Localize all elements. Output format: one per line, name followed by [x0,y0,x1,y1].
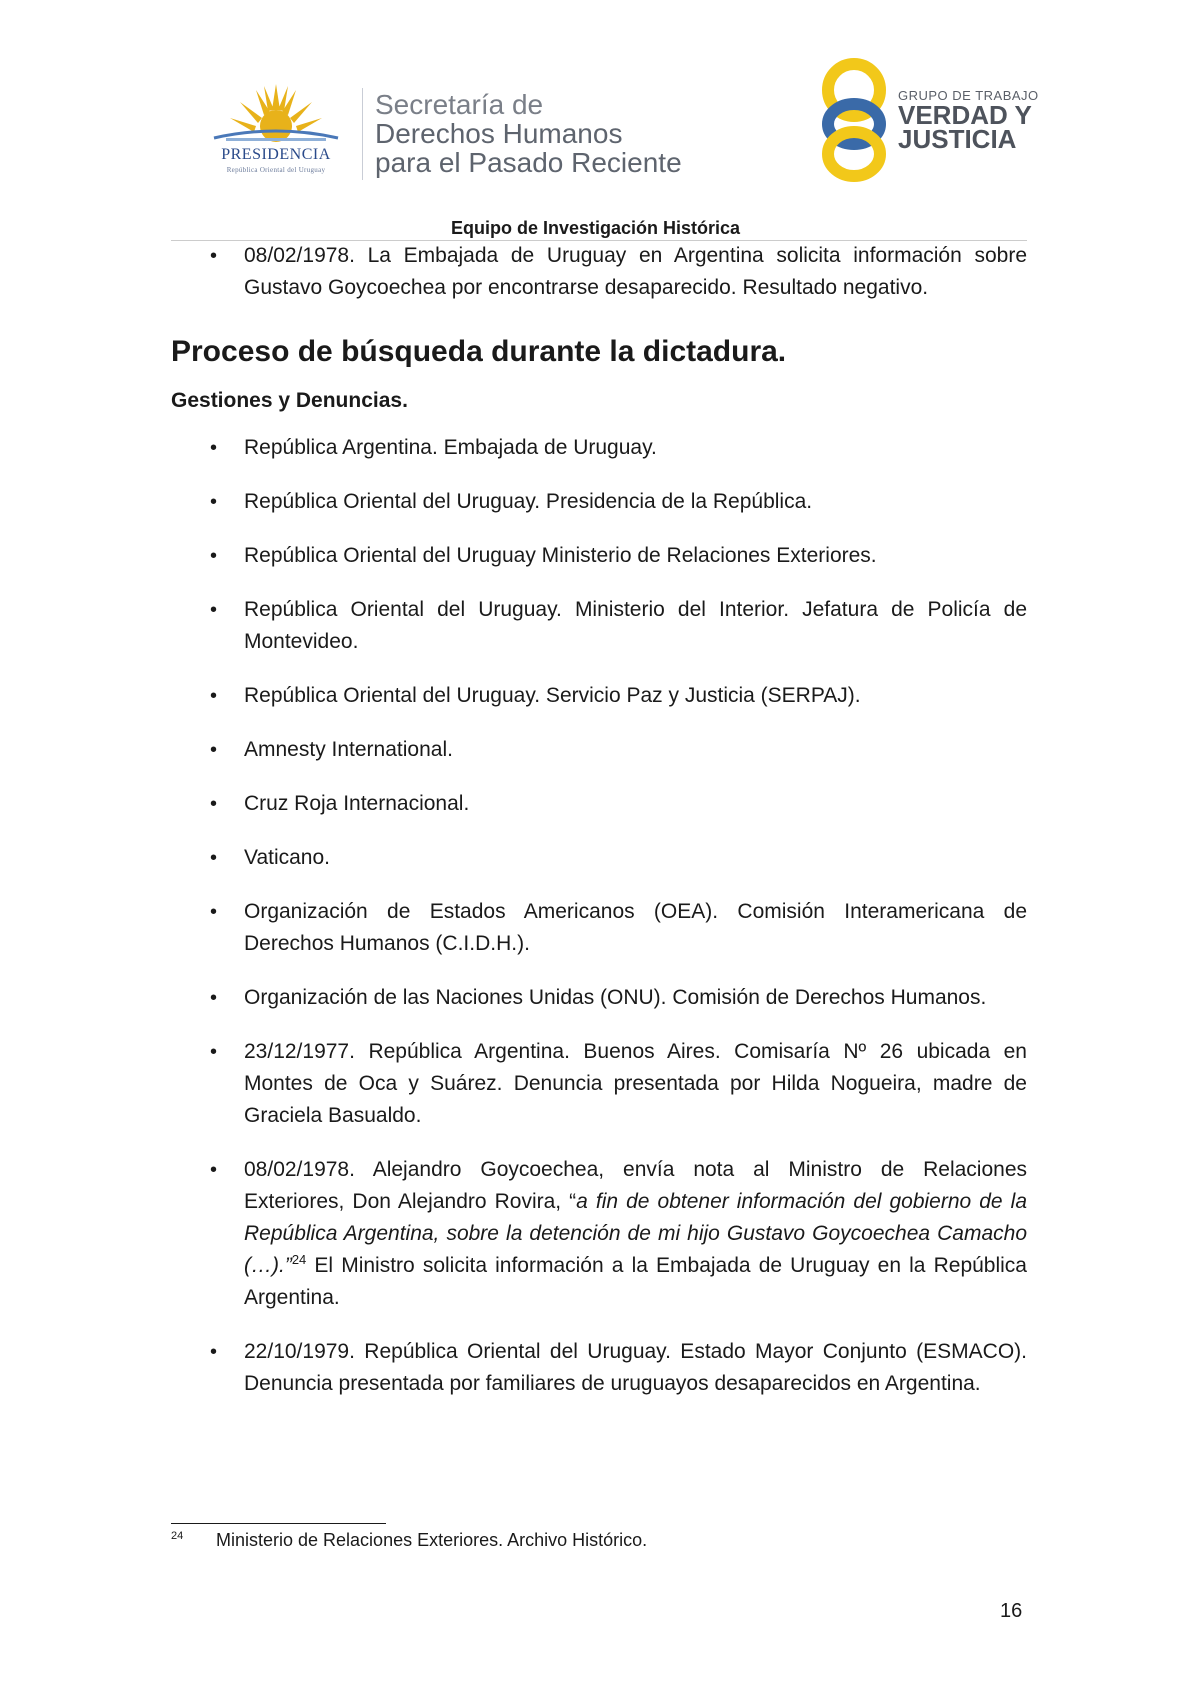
list-item: • 22/10/1979. República Oriental del Uruguay. Estado Mayor Conjunto (ESMACO). Denuncia presentada por familiares de uruguayos desaparecidos en Argentina. [171,1336,1027,1400]
list-item: • Amnesty International. [171,734,1027,766]
presidencia-subtitle: República Oriental del Uruguay [226,166,326,174]
page-content [171,240,1027,1422]
list-item: • República Oriental del Uruguay. Servicio Paz y Justicia (SERPAJ). [171,680,1027,712]
footnote-text: Ministerio de Relaciones Exteriores. Archivo Histórico. [216,1530,648,1550]
grupo-trabajo-label: GRUPO DE TRABAJO [898,88,1039,103]
list-item: • Cruz Roja Internacional. [171,788,1027,820]
footnote-number: 24 [171,1530,184,1542]
list-item: • Organización de Estados Americanos (OEA). Comisión Interamericana de Derechos Humanos (C.I.D.H.). [171,896,1027,960]
footnote-rule [171,1523,386,1524]
nota-text: 08/02/1978. Alejandro Goycoechea, envía nota al Ministro de Relaciones Exteriores, Don Alejandro Rovira, “ [244,1158,1027,1213]
list-item: • Organización de las Naciones Unidas (ONU). Comisión de Derechos Humanos. [171,982,1027,1014]
list-item: • República Oriental del Uruguay. Ministerio del Interior. Jefatura de Policía de Montevideo. [171,594,1027,658]
section-subheading: Gestiones y Denuncias. [171,389,408,412]
gestiones-list [171,432,1027,1400]
justicia-label: JUSTICIA [898,124,1017,154]
sun-icon [196,80,356,146]
list-item: • República Oriental del Uruguay. Presidencia de la República. [171,486,1027,518]
header-divider [362,88,363,180]
secretaria-line-1: Secretaría de [375,89,544,120]
presidencia-name: PRESIDENCIA [221,146,331,163]
list-item: • República Argentina. Embajada de Uruguay. [171,432,1027,464]
secretaria-line-2: Derechos Humanos [375,118,623,149]
top-list [171,240,1027,304]
team-title: Equipo de Investigación Histórica [450,218,741,238]
list-item: • República Oriental del Uruguay Ministerio de Relaciones Exteriores. [171,540,1027,572]
secretaria-line-3: para el Pasado Reciente [375,147,682,178]
page-number: 16 [1000,1600,1023,1622]
list-item: • 23/12/1977. República Argentina. Buenos Aires. Comisaría Nº 26 ubicada en Montes de Oca y Suárez. Denuncia presentada por Hilda Nogueira, madre de Graciela Basualdo. [171,1036,1027,1132]
presidencia-logo [196,80,356,180]
footnote-reference[interactable]: 24 [291,1252,307,1267]
verdad-label: VERDAD Y [898,100,1032,130]
page-header [0,0,1191,240]
grupo-trabajo-text [898,88,1039,154]
list-item-nota [171,1154,1027,1314]
section-heading: Proceso de búsqueda durante la dictadura. [171,335,787,368]
nota-quote: a fin de obtener información del gobierno de la República Argentina, sobre la detención de mi hijo Gustavo Goycoechea Camacho (…).” [244,1190,1028,1277]
nota-text-after: El Ministro solicita información a la Embajada de Uruguay en la República Argentina. [244,1254,1027,1309]
list-item: • Vaticano. [171,842,1027,874]
list-item: • 08/02/1978. La Embajada de Uruguay en Argentina solicita información sobre Gustavo Goycoechea por encontrarse desaparecido. Resultado negativo. [171,240,1027,304]
secretaria-title [375,90,682,177]
